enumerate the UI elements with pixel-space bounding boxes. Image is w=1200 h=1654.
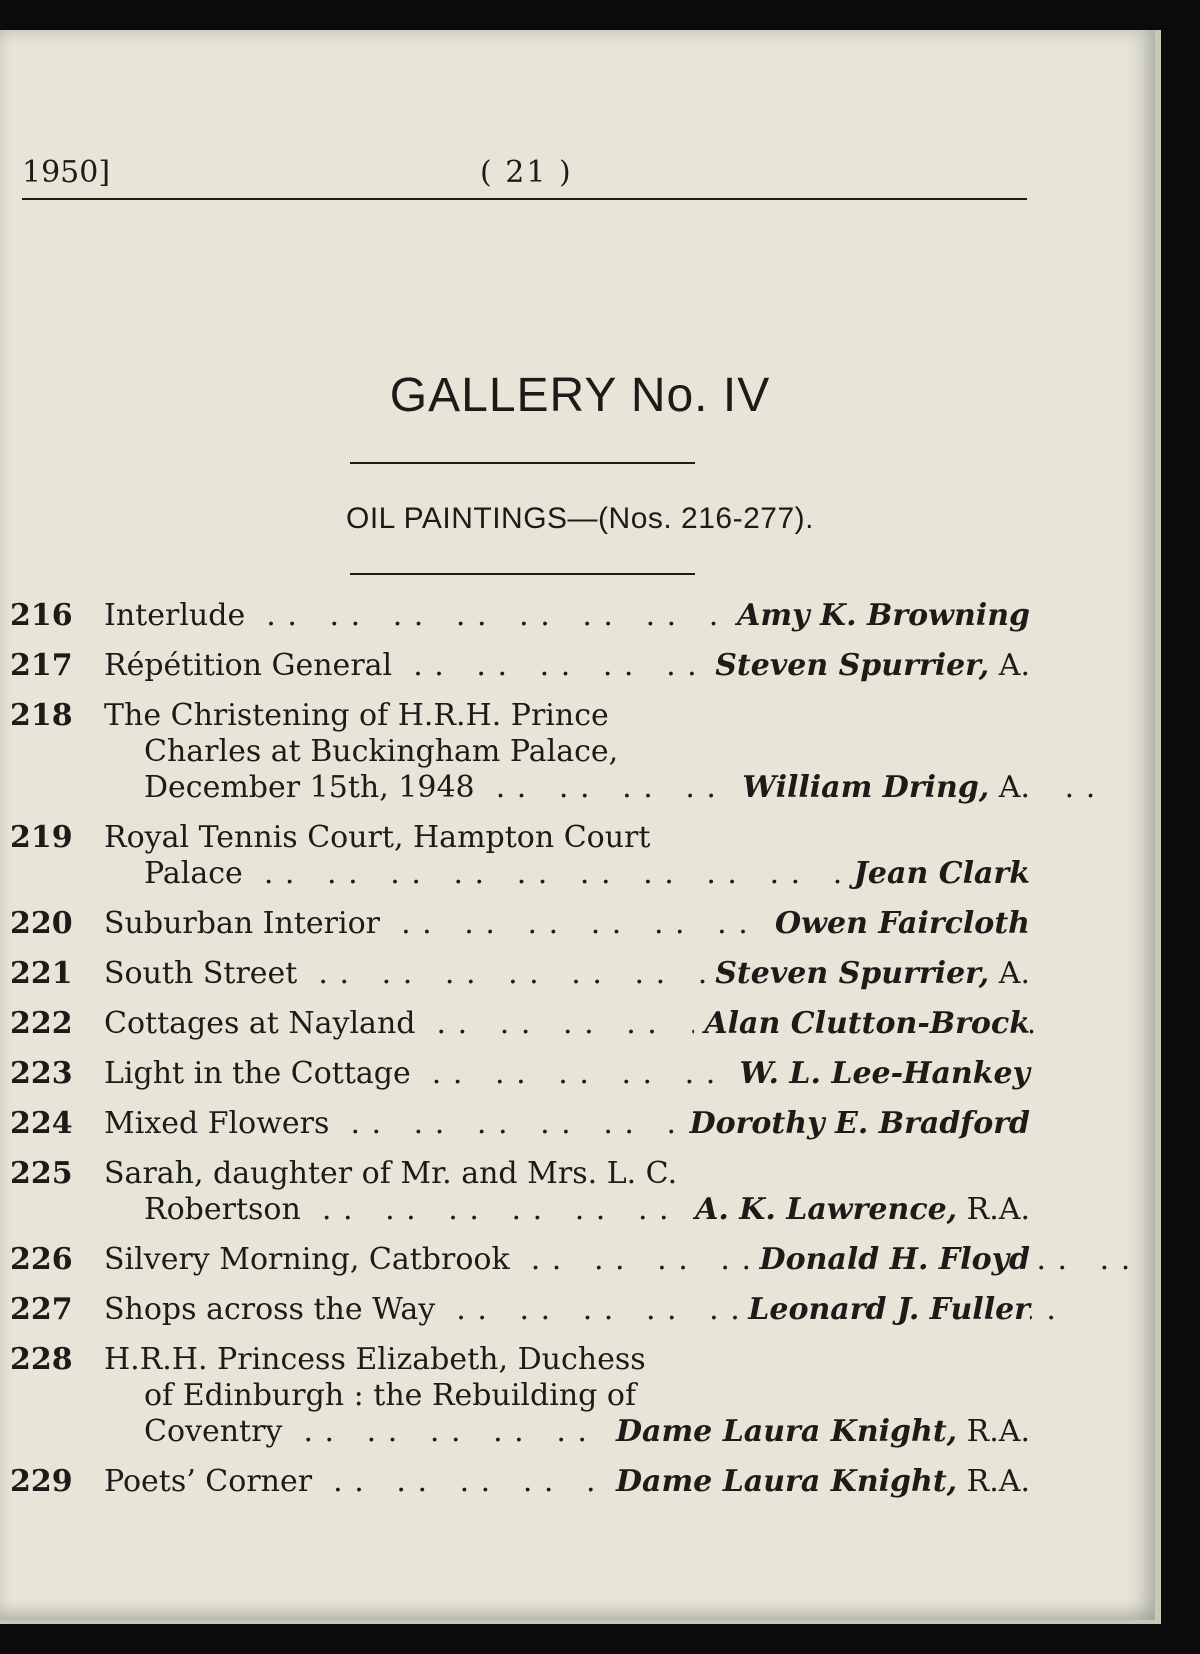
entry-title [104,1292,724,1328]
artist-honour: A. [989,956,1030,991]
entry-title-line: Coventry . . [104,1414,724,1450]
entry-title-line: December 15th, 1948 . . [104,770,724,806]
artist-honour: R.A. [957,1464,1030,1499]
catalogue-entry [0,698,1040,806]
entry-artist [844,856,1030,892]
artist-name: William Dring, [742,770,990,805]
entry-title-line: Sarah, daughter of Mr. and Mrs. L. C. [104,1156,678,1191]
entry-artist [705,648,1030,684]
entry-title [104,698,724,806]
entry-artist [729,1056,1030,1092]
header-rule [22,198,1027,200]
entry-title-line: Charles at Buckingham Palace, [144,734,619,769]
entry-number: 228 [10,1342,73,1377]
artist-name: Donald H. Floyd [759,1242,1030,1277]
entry-number: 218 [10,698,73,733]
entry-title-line: Shops across the Way . . [104,1292,724,1328]
artist-honour: R.A. [957,1414,1030,1449]
entry-title-line: Silvery Morning, Catbrook . . [104,1242,724,1278]
section-title: OIL PAINTINGS—(Nos. 216-277). [346,502,814,535]
page-number: ( 21 ) [480,155,573,190]
entry-number: 224 [10,1106,73,1141]
entry-number: 229 [10,1464,73,1499]
entry-artist [606,1464,1030,1500]
gallery-title: GALLERY No. IV [389,369,771,422]
entry-number: 220 [10,906,73,941]
catalogue-entry [0,820,1040,892]
catalogue-entry [0,1106,1040,1142]
entry-artist [705,956,1030,992]
entry-artist [727,598,1030,634]
entry-title [104,648,724,684]
entry-title-line: Répétition General . . [104,648,724,684]
entry-title [104,1056,724,1092]
entry-number: 219 [10,820,73,855]
title-rule-lower [350,573,695,575]
artist-honour: A. [989,770,1030,805]
entry-title [104,906,724,942]
artist-name: Dorothy E. Bradford [689,1106,1030,1141]
catalogue-entry [0,1242,1040,1278]
entry-artist [606,1414,1030,1450]
catalogue-entry [0,648,1040,684]
entry-number: 227 [10,1292,73,1327]
entry-title-line: Light in the Cottage . . [104,1056,724,1092]
entry-artist [738,1292,1030,1328]
entry-number: 216 [10,598,73,633]
entry-number: 226 [10,1242,73,1277]
entry-artist [750,1242,1030,1278]
artist-name: Jean Clark [853,856,1030,891]
entry-title-line: Suburban Interior . . [104,906,724,942]
entry-title [104,1006,724,1042]
entry-title [104,956,724,992]
entry-title-line: Poets’ Corner . . [104,1464,724,1500]
catalogue-entry [0,956,1040,992]
catalogue-entry [0,1292,1040,1328]
catalogue-entry [0,906,1040,942]
entry-artist [765,906,1030,942]
entry-title-line: Robertson . . [104,1192,724,1228]
artist-name: Amy K. Browning [737,598,1030,633]
entry-title [104,820,724,892]
running-head [22,148,1022,198]
entry-title [104,1242,724,1278]
artist-name: A. K. Lawrence, [695,1192,958,1227]
entry-title-line: H.R.H. Princess Elizabeth, Duchess [104,1342,646,1377]
artist-name: Steven Spurrier, [715,648,990,683]
catalogue-entry [0,1006,1040,1042]
entry-artist [732,770,1030,806]
catalogue-entry [0,598,1040,634]
artist-name: W. L. Lee-Hankey [739,1056,1030,1091]
entry-number: 221 [10,956,73,991]
entry-title [104,1106,724,1142]
entry-artist [694,1006,1030,1042]
entry-number: 217 [10,648,73,683]
entry-number: 225 [10,1156,73,1191]
artist-name: Dame Laura Knight, [615,1414,958,1449]
catalogue-entry [0,1156,1040,1228]
entry-artist [685,1192,1030,1228]
entry-title-line: Royal Tennis Court, Hampton Court [104,820,651,855]
entry-title-line: Palace . . [104,856,724,892]
artist-name: Leonard J. Fuller [748,1292,1030,1327]
entry-number: 223 [10,1056,73,1091]
artist-name: Owen Faircloth [775,906,1030,941]
entry-title-line: South Street . . [104,956,724,992]
entry-artist [680,1106,1030,1142]
entry-title-line: Cottages at Nayland . . [104,1006,724,1042]
entry-title-line: of Edinburgh : the Rebuilding of [144,1378,637,1413]
artist-honour: A. [989,648,1030,683]
catalogue-entry [0,1342,1040,1450]
running-head-year: 1950] [22,155,111,190]
artist-name: Alan Clutton-Brock [704,1006,1030,1041]
artist-name: Steven Spurrier, [715,956,990,991]
catalogue-entry [0,1464,1040,1500]
entry-title [104,598,724,634]
entry-title-line: Interlude . . [104,598,724,634]
entry-title [104,1156,724,1228]
catalogue-entry [0,1056,1040,1092]
entry-number: 222 [10,1006,73,1041]
catalogue-page [0,30,1161,1624]
entry-title-line: Mixed Flowers . . [104,1106,724,1142]
artist-name: Dame Laura Knight, [615,1464,958,1499]
entry-title-line: The Christening of H.R.H. Prince [104,698,609,733]
entry-list [0,598,1040,1514]
title-rule-upper [350,462,695,464]
artist-honour: R.A. [957,1192,1030,1227]
